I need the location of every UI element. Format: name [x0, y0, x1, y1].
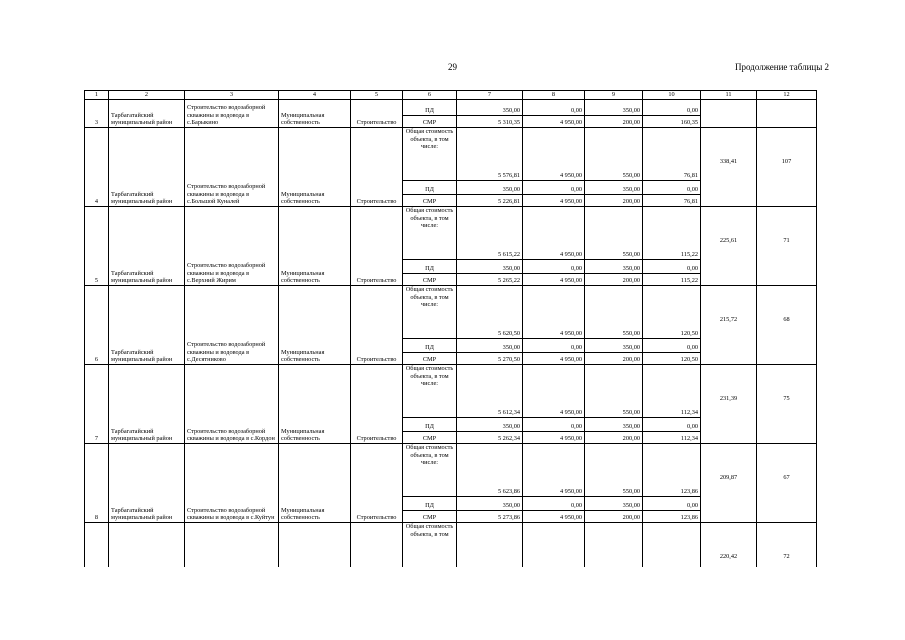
pd-line — [85, 100, 817, 116]
header-cell: 12 — [757, 91, 817, 100]
header-cell: 3 — [185, 91, 279, 100]
pd-value-cell: 350,00 — [585, 418, 643, 432]
header-cell: 10 — [643, 91, 701, 100]
page-bottom-margin — [0, 567, 905, 640]
total-kind-cell: Общая стоимость объекта, в том числе: — [403, 365, 457, 418]
smr-value-cell: 4 950,00 — [523, 432, 585, 444]
capacity-cell — [701, 100, 757, 128]
ownership-cell: Муниципальная собственность — [279, 286, 351, 365]
total-kind-cell: Общая стоимость объекта, в том числе: — [403, 286, 457, 339]
total-value-cell: 76,81 — [643, 128, 701, 181]
district-cell: Тарбагатайский муниципальный район — [109, 207, 185, 286]
total-value-cell: 112,34 — [643, 365, 701, 418]
smr-value-cell: 4 950,00 — [523, 511, 585, 523]
smr-value-cell: 200,00 — [585, 432, 643, 444]
row-number: 3 — [85, 100, 109, 128]
header-cell: 2 — [109, 91, 185, 100]
pd-kind-cell: ПД — [403, 418, 457, 432]
district-cell: Тарбагатайский муниципальный район — [109, 365, 185, 444]
row-number: 7 — [85, 365, 109, 444]
total-value-cell: 550,00 — [585, 444, 643, 497]
population-cell: 75 — [757, 365, 817, 444]
pd-value-cell: 0,00 — [523, 100, 585, 116]
total-value-cell: 4 950,00 — [523, 207, 585, 260]
table-continuation-label: Продолжение таблицы 2 — [735, 62, 829, 72]
total-kind-cell: Общая стоимость объекта, в том числе: — [403, 444, 457, 497]
total-value-cell: 120,50 — [643, 286, 701, 339]
pd-value-cell: 350,00 — [457, 339, 523, 353]
pd-value-cell: 0,00 — [643, 497, 701, 511]
total-kind-cell: Общая стоимость объекта, в том — [403, 523, 457, 576]
capacity-cell: 225,61 — [701, 207, 757, 286]
header-cell: 6 — [403, 91, 457, 100]
header-cell: 1 — [85, 91, 109, 100]
smr-value-cell: 5 265,22 — [457, 274, 523, 286]
ownership-cell: Муниципальная собственность — [279, 444, 351, 523]
smr-value-cell: 4 950,00 — [523, 195, 585, 207]
smr-value-cell: 5 310,35 — [457, 116, 523, 128]
pd-value-cell: 0,00 — [523, 339, 585, 353]
pd-value-cell: 350,00 — [585, 339, 643, 353]
ownership-cell: Муниципальная собственность — [279, 365, 351, 444]
capacity-cell: 338,41 — [701, 128, 757, 207]
pd-value-cell: 350,00 — [585, 181, 643, 195]
smr-value-cell: 120,50 — [643, 353, 701, 365]
capacity-cell: 220,42 — [701, 523, 757, 576]
work-type-cell: Строительство — [351, 365, 403, 444]
capacity-cell: 215,72 — [701, 286, 757, 365]
pd-value-cell: 0,00 — [523, 497, 585, 511]
ownership-cell: Муниципальная собственность — [279, 128, 351, 207]
smr-value-cell: 200,00 — [585, 511, 643, 523]
row-number: 4 — [85, 128, 109, 207]
row-number: 6 — [85, 286, 109, 365]
pd-value-cell: 0,00 — [523, 181, 585, 195]
smr-kind-cell: СМР — [403, 116, 457, 128]
smr-kind-cell: СМР — [403, 511, 457, 523]
smr-value-cell: 200,00 — [585, 195, 643, 207]
smr-value-cell: 76,81 — [643, 195, 701, 207]
pd-value-cell: 350,00 — [457, 181, 523, 195]
header-cell: 8 — [523, 91, 585, 100]
header-cell: 9 — [585, 91, 643, 100]
pd-value-cell: 0,00 — [643, 339, 701, 353]
smr-kind-cell: СМР — [403, 274, 457, 286]
total-value-cell: 550,00 — [585, 365, 643, 418]
pd-kind-cell: ПД — [403, 497, 457, 511]
total-line — [85, 444, 817, 497]
pd-kind-cell: ПД — [403, 260, 457, 274]
object-cell: Строительство водозаборной скважины и водовода в с.Куйтун — [185, 444, 279, 523]
work-type-cell: Строительство — [351, 100, 403, 128]
total-value-cell: 550,00 — [585, 286, 643, 339]
pd-value-cell: 350,00 — [457, 260, 523, 274]
work-type-cell: Строительство — [351, 128, 403, 207]
pd-value-cell: 0,00 — [643, 181, 701, 195]
total-value-cell: 4 950,00 — [523, 286, 585, 339]
object-cell: Строительство водозаборной скважины и водовода в с.Барыкино — [185, 100, 279, 128]
pd-value-cell: 350,00 — [457, 100, 523, 116]
object-cell: Строительство водозаборной скважины и водовода в с.Верхний Жирим — [185, 207, 279, 286]
smr-value-cell: 5 270,50 — [457, 353, 523, 365]
total-value-cell: 550,00 — [585, 207, 643, 260]
work-type-cell: Строительство — [351, 207, 403, 286]
population-cell: 71 — [757, 207, 817, 286]
total-line — [85, 286, 817, 339]
total-value-cell: 115,22 — [643, 207, 701, 260]
pd-kind-cell: ПД — [403, 339, 457, 353]
district-cell: Тарбагатайский муниципальный район — [109, 100, 185, 128]
pd-value-cell: 0,00 — [523, 260, 585, 274]
pd-value-cell: 0,00 — [643, 100, 701, 116]
header-cell: 7 — [457, 91, 523, 100]
pd-value-cell: 0,00 — [643, 418, 701, 432]
total-value-cell: 5 620,50 — [457, 286, 523, 339]
total-value-cell: 4 950,00 — [523, 128, 585, 181]
smr-value-cell: 200,00 — [585, 274, 643, 286]
pd-kind-cell: ПД — [403, 181, 457, 195]
header-cell: 4 — [279, 91, 351, 100]
total-value-cell: 5 612,34 — [457, 365, 523, 418]
total-kind-cell: Общая стоимость объекта, в том числе: — [403, 207, 457, 260]
pd-value-cell: 0,00 — [643, 260, 701, 274]
smr-value-cell: 200,00 — [585, 353, 643, 365]
smr-value-cell: 5 262,34 — [457, 432, 523, 444]
population-cell: 72 — [757, 523, 817, 576]
total-value-cell: 123,86 — [643, 444, 701, 497]
smr-value-cell: 5 273,86 — [457, 511, 523, 523]
object-cell: Строительство водозаборной скважины и водовода в с.Большой Куналей — [185, 128, 279, 207]
smr-value-cell: 4 950,00 — [523, 116, 585, 128]
smr-kind-cell: СМР — [403, 432, 457, 444]
smr-value-cell: 4 950,00 — [523, 353, 585, 365]
ownership-cell: Муниципальная собственность — [279, 100, 351, 128]
district-cell: Тарбагатайский муниципальный район — [109, 128, 185, 207]
smr-value-cell: 5 226,81 — [457, 195, 523, 207]
table-body — [85, 91, 817, 576]
smr-value-cell: 115,22 — [643, 274, 701, 286]
population-cell — [757, 100, 817, 128]
row-number: 5 — [85, 207, 109, 286]
smr-value-cell: 160,35 — [643, 116, 701, 128]
smr-value-cell: 123,86 — [643, 511, 701, 523]
row-number: 8 — [85, 444, 109, 523]
district-cell: Тарбагатайский муниципальный район — [109, 444, 185, 523]
work-type-cell: Строительство — [351, 286, 403, 365]
capacity-cell: 231,39 — [701, 365, 757, 444]
smr-kind-cell: СМР — [403, 353, 457, 365]
pd-value-cell: 0,00 — [523, 418, 585, 432]
total-kind-cell: Общая стоимость объекта, в том числе: — [403, 128, 457, 181]
smr-value-cell: 4 950,00 — [523, 274, 585, 286]
object-cell: Строительство водозаборной скважины и водовода в с.Десятниково — [185, 286, 279, 365]
pd-value-cell: 350,00 — [585, 100, 643, 116]
smr-kind-cell: СМР — [403, 195, 457, 207]
total-value-cell: 4 950,00 — [523, 444, 585, 497]
projects-table — [84, 90, 817, 576]
work-type-cell: Строительство — [351, 444, 403, 523]
population-cell: 68 — [757, 286, 817, 365]
pd-value-cell: 350,00 — [585, 497, 643, 511]
total-value-cell: 5 623,86 — [457, 444, 523, 497]
total-line — [85, 207, 817, 260]
pd-value-cell: 350,00 — [457, 497, 523, 511]
pd-value-cell: 350,00 — [585, 260, 643, 274]
total-value-cell: 550,00 — [585, 128, 643, 181]
header-cell: 11 — [701, 91, 757, 100]
total-value-cell: 4 950,00 — [523, 365, 585, 418]
district-cell: Тарбагатайский муниципальный район — [109, 286, 185, 365]
total-value-cell: 5 615,22 — [457, 207, 523, 260]
total-line — [85, 128, 817, 181]
total-line — [85, 365, 817, 418]
smr-value-cell: 112,34 — [643, 432, 701, 444]
header-cell: 5 — [351, 91, 403, 100]
population-cell: 67 — [757, 444, 817, 523]
header-row — [85, 91, 817, 100]
object-cell: Строительство водозаборной скважины и водовода в с.Кордон — [185, 365, 279, 444]
total-value-cell: 5 576,81 — [457, 128, 523, 181]
page-number: 29 — [448, 62, 457, 72]
population-cell: 107 — [757, 128, 817, 207]
ownership-cell: Муниципальная собственность — [279, 207, 351, 286]
pd-kind-cell: ПД — [403, 100, 457, 116]
capacity-cell: 209,87 — [701, 444, 757, 523]
pd-value-cell: 350,00 — [457, 418, 523, 432]
smr-value-cell: 200,00 — [585, 116, 643, 128]
